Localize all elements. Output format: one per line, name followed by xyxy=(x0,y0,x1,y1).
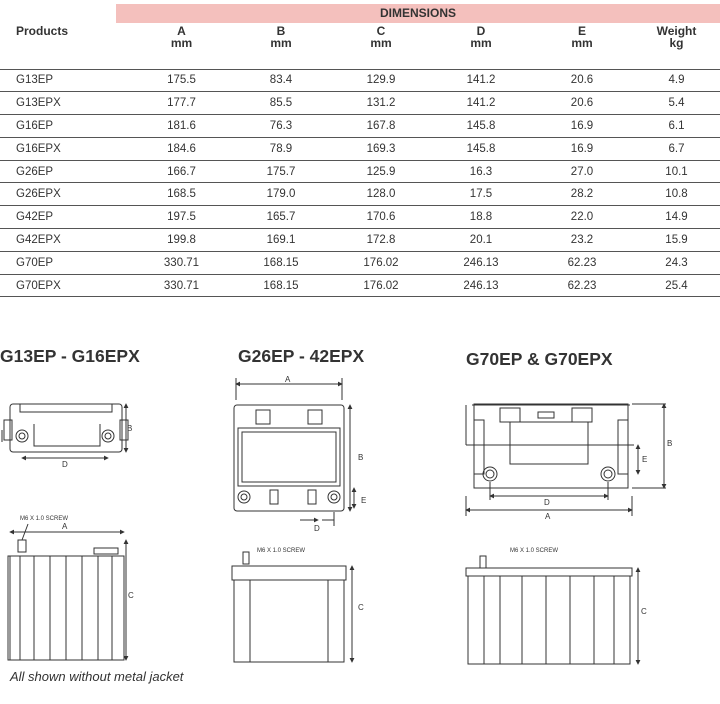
footnote: All shown without metal jacket xyxy=(10,669,184,684)
product-cell: G70EPX xyxy=(16,279,61,292)
dimensions-header: DIMENSIONS xyxy=(116,4,720,23)
table-row: G26EP 166.7 175.7 125.9 16.3 27.0 10.1 xyxy=(0,160,720,183)
g70-side-view xyxy=(466,556,638,664)
product-cell: G16EPX xyxy=(16,142,61,155)
col-header-products: Products xyxy=(16,24,69,38)
col-header-c: C mm xyxy=(370,24,392,50)
drawing-title-g13-g16: G13EP - G16EPX xyxy=(0,346,140,366)
terminal-icon xyxy=(102,430,114,442)
g26-side-view xyxy=(232,552,352,662)
col-header-e: E mm xyxy=(571,24,593,50)
terminal-icon xyxy=(328,491,340,503)
dim-label-d: D xyxy=(544,498,550,507)
dim-label-b: B xyxy=(127,424,133,433)
screw-note: M6 X 1.0 SCREW xyxy=(510,548,559,554)
product-cell: G42EP xyxy=(16,211,54,224)
dim-label-b: B xyxy=(667,439,673,448)
g26-top-view xyxy=(234,378,354,526)
terminal-icon xyxy=(601,467,615,481)
dim-label-c: C xyxy=(358,603,364,612)
table-row: G42EPX 199.8 169.1 172.8 20.1 23.2 15.9 xyxy=(0,229,720,252)
dim-label-d: D xyxy=(62,460,68,469)
col-header-weight: Weight kg xyxy=(656,24,697,50)
dim-label-c: C xyxy=(641,607,647,616)
screw-note: M6 X 1.0 SCREW xyxy=(257,548,306,554)
drawing-title-g26-g42: G26EP - 42EPX xyxy=(238,346,365,366)
dim-label-a: A xyxy=(285,375,291,384)
table-row: G70EPX 330.71 168.15 176.02 246.13 62.23 25.4 xyxy=(0,274,720,297)
col-header-b: B mm xyxy=(270,24,292,50)
table-row: G26EPX 168.5 179.0 128.0 17.5 28.2 10.8 xyxy=(0,183,720,206)
product-cell: G42EPX xyxy=(16,233,61,246)
dim-label-e: E xyxy=(642,455,648,464)
table-row: G16EP 181.6 76.3 167.8 145.8 16.9 6.1 xyxy=(0,115,720,138)
table-row: G42EP 197.5 165.7 170.6 18.8 22.0 14.9 xyxy=(0,206,720,229)
table-row: G13EP 175.5 83.4 129.9 141.2 20.6 4.9 xyxy=(0,69,720,92)
terminal-icon xyxy=(483,467,497,481)
product-cell: G13EP xyxy=(16,74,54,87)
terminal-icon xyxy=(16,430,28,442)
dim-label-c: C xyxy=(128,591,134,600)
dim-label-a: A xyxy=(545,512,551,521)
col-header-a: A mm xyxy=(170,24,193,50)
dim-label-d: D xyxy=(314,524,320,533)
product-cell: G13EPX xyxy=(16,97,61,110)
screw-note: M6 X 1.0 SCREW xyxy=(20,516,69,522)
table-row: G70EP 330.71 168.15 176.02 246.13 62.23 24.3 xyxy=(0,251,720,274)
g70-top-view xyxy=(466,404,666,516)
product-cell: G70EP xyxy=(16,256,54,269)
product-cell: G26EPX xyxy=(16,188,61,201)
terminal-icon xyxy=(238,491,250,503)
dim-label-a: A xyxy=(62,522,68,531)
product-cell: G16EP xyxy=(16,119,54,132)
col-header-d: D mm xyxy=(470,24,492,50)
g13-top-view xyxy=(2,404,128,458)
product-cell: G26EP xyxy=(16,165,54,178)
table-row: G16EPX 184.6 78.9 169.3 145.8 16.9 6.7 xyxy=(0,137,720,160)
table-row: G13EPX 177.7 85.5 131.2 141.2 20.6 5.4 xyxy=(0,92,720,115)
dim-label-b: B xyxy=(358,453,364,462)
dim-label-e: E xyxy=(361,496,367,505)
drawing-title-g70: G70EP & G70EPX xyxy=(466,349,613,369)
g13-side-view xyxy=(8,524,126,660)
